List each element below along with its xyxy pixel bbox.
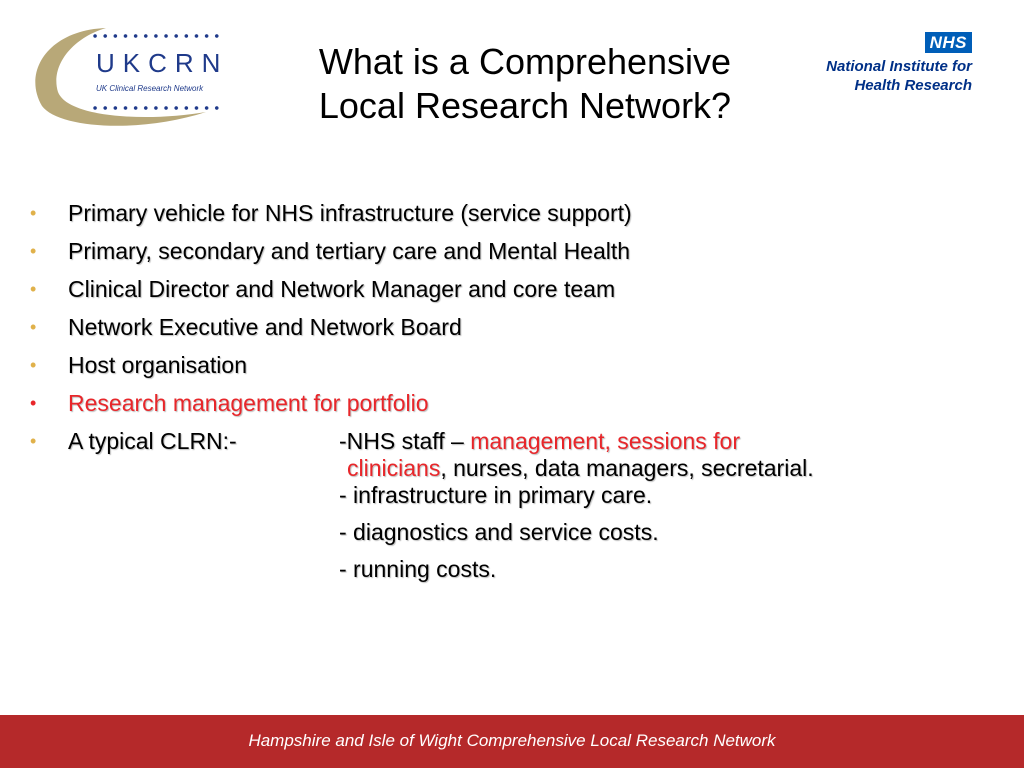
- clrn-line-2: [339, 455, 979, 482]
- bullet-item: [30, 276, 1000, 314]
- bullet-marker: •: [30, 241, 37, 261]
- ukcrn-wordmark: [88, 30, 229, 116]
- nihr-line-1: National Institute for: [826, 58, 972, 75]
- footer-bar: [0, 715, 1024, 768]
- bullet-text: Host organisation: [68, 352, 247, 378]
- bullet-text: Primary vehicle for NHS infrastructure (service support): [68, 200, 632, 226]
- ukcrn-letters: UKCRN: [96, 48, 229, 78]
- bullet-marker: •: [30, 431, 37, 451]
- bullet-text: Clinical Director and Network Manager and core team: [68, 276, 616, 302]
- nihr-line-2: Health Research: [854, 77, 972, 94]
- bullet-item: [30, 200, 1000, 238]
- ukcrn-caption: UK Clinical Research Network: [96, 84, 204, 93]
- bullet-list: [30, 200, 1000, 583]
- bullet-item: [30, 238, 1000, 276]
- bullet-marker: •: [30, 355, 37, 375]
- clrn-line-4: - diagnostics and service costs.: [339, 519, 659, 545]
- clrn-label: A typical CLRN:-: [68, 428, 237, 454]
- bullet-item: [30, 314, 1000, 352]
- bullet-item-highlight: [30, 390, 1000, 428]
- clrn-staff-highlight: management, sessions for: [470, 428, 740, 454]
- bullet-marker: •: [30, 203, 37, 223]
- bullet-marker: •: [30, 317, 37, 337]
- ukcrn-dots-top: [90, 34, 222, 38]
- bullet-item: [30, 352, 1000, 390]
- clrn-line-3: - infrastructure in primary care.: [339, 482, 653, 508]
- ukcrn-dots-bottom: [90, 106, 222, 110]
- clrn-line-5: - running costs.: [339, 556, 497, 582]
- bullet-text: Research management for portfolio: [68, 390, 429, 416]
- bullet-marker: •: [30, 279, 37, 299]
- slide-title: [280, 40, 770, 128]
- clrn-line-1: [339, 428, 979, 455]
- footer-text: Hampshire and Isle of Wight Comprehensive Local Research Network: [248, 731, 776, 750]
- clrn-details: [339, 428, 979, 583]
- bullet-text: Primary, secondary and tertiary care and Mental Health: [68, 238, 631, 264]
- title-line-2: Local Research Network?: [318, 85, 732, 126]
- nhs-badge: NHS: [925, 32, 972, 53]
- clrn-bullet: [30, 428, 1000, 583]
- bullet-marker: •: [30, 393, 37, 413]
- clrn-clinicians: clinicians: [347, 455, 441, 481]
- bullet-text: Network Executive and Network Board: [68, 314, 462, 340]
- clrn-staff-rest: , nurses, data managers, secretarial.: [440, 455, 814, 481]
- nihr-logo: [790, 32, 974, 104]
- clrn-staff-prefix: -NHS staff –: [339, 428, 471, 454]
- ukcrn-logo: [28, 22, 229, 130]
- title-line-1: What is a Comprehensive: [318, 41, 732, 82]
